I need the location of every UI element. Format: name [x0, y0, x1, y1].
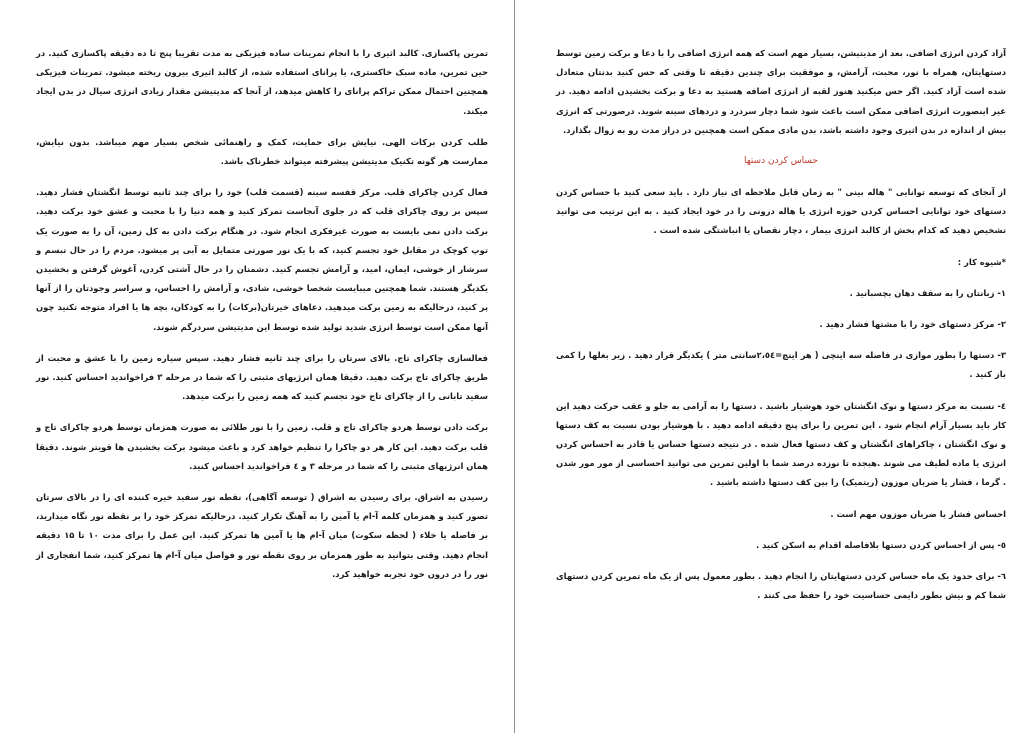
step-4: ٤- نسبت به مرکز دستها و نوک انگشتان خود هوشیار باشید . دستها را به آرامی به جلو و عقب حرکت دهید این کار باید بسیار آرام انجام شود . این تمرین را برای پنج دقیقه ادامه دهید . با هوشیار بودن نسبت به کف دستها و نوک انگشتان ، چاکراهای انگشتان و کف دستها فعال شده . در نتیجه دستها حساس یا قادر به احساس کردن انرژی یا ماده لطیف می شوند .هیجده تا نوزده درصد شما با اولین تمرین می توانید احساسی از مور مور شدن . گرما ، فشار یا ضربان موزون (ریتمیک) را بین کف دستها داشته باشید .: [556, 400, 1006, 488]
paragraph-cleansing: تمرین پاکسازی. کالبد اثیری را با انجام تمرینات ساده فیزیکی به مدت تقریبا پنج تا ده دقیقه پاکسازی کنید. در حین تمرین، ماده سبک خاکستری، یا پرانای استفاده شده، از کالبد اثیری بیرون ریخته میشود. تمرینات فیزیکی همچنین احتمال ممکن تراکم پرانای را کاهش میدهد، از آنجا که مدیتیشن مقدار زیادی انرژی سیال در بدن ایجاد میکند.: [36, 48, 488, 116]
paragraph-crown-chakra: فعالسازی چاکرای تاج. بالای سرتان را برای چند ثانیه فشار دهید. سپس سیاره زمین را با عشق و محبت از طریق چاکرای تاج برکت دهید. دقیقا همان انرژیهای مثبتی را که شما در مرحله ۳ فراخواندید احساس کنید. نور سفید تابانی را از چاکرای تاج خود تجسم کنید که همه زمین را برکت میدهد.: [36, 352, 488, 402]
paragraph-illumination: رسیدن به اشراق. برای رسیدن به اشراق ( توسعه آگاهی)، نقطه نور سفید خیره کننده ای را در بالای سرتان تصور کنید و همزمان کلمه آ-ام یا آمین را به آهنگ تکرار کنید. درحالیکه تمرکز خود را بر نقطه نور نگاه میدارید، بر فاصله یا خلاء ( لحظه سکوت) میان آ-ام ها یا آمین ها تمرکز کنید. این عمل را برای مدت ۱۰ تا ۱۵ دقیقه انجام دهید. وقتی بتوانید به طور همزمان بر روی نقطه نور و فواصل میان آ-ام ها تمرکز کنید، شما انفجاری از نور را در درون خود تجربه خواهید کرد.: [36, 492, 489, 579]
method-label: *شیوه کار :: [957, 256, 1006, 267]
paragraph-divine-blessing: طلب کردن برکات الهی. نیایش برای حمایت، کمک و راهنمائی شخص بسیار مهم میباشد. بدون نیایش، ممارست هر گونه تکنیک مدیتیشن پیشرفته میتواند خطرناک باشد.: [36, 136, 488, 167]
right-page: [520, 0, 1036, 733]
paragraph-hand-sensitizing-intro: از آنجای که توسعه توانایی " هاله بینی " به زمان قابل ملاحظه ای نیاز دارد . باید سعی کنید با حساس کردن دستهای خود توانایی احساس کردن حوزه انرژی یا هاله درونی را در خود ایجاد کنید . به این ترتیب می توانید تشخیص دهید که کدام بخش از کالبد انرژی بیمار ، دچار نقصان یا انباشتگی شده است .: [556, 187, 1006, 236]
pressure-note: احساس فشار یا ضربان موزون مهم است .: [830, 508, 1006, 519]
step-1: ١- زبانتان را به سقف دهان بچسبانید .: [849, 287, 1006, 298]
step-5: ٥- پس از احساس کردن دستها بلافاصله اقدام به اسکن کنید .: [755, 539, 1006, 550]
step-6: ٦- برای حدود یک ماه حساس کردن دستهایتان را انجام دهید . بطور معمول پس از یک ماه تمرین کردن دستهای شما کم و بیش بطور دایمی حساسیت خود را حفظ می کنند .: [556, 571, 1006, 601]
step-3: ٣- دستها را بطور موازی در فاصله سه اینچی ( هر اینچ=٢،٥٤سانتی متر ) یکدیگر قرار دهید . زیر بغلها را کمی باز کنید .: [556, 350, 1006, 380]
step-2: ٢- مرکز دستهای خود را با مشتها فشار دهید .: [819, 319, 1006, 330]
paragraph-release-energy: آزاد کردن انرژی اضافی. بعد از مدیتیشن، بسیار مهم است که همه انرژی اضافی را با دعا و برکت زمین توسط دستهایتان، همراه با نور، محبت، آرامش، و موفقیت برای چندین دقیقه تا وقتی که حس کنید بدنتان متعادل شده است آزاد کنید. اگر حس میکنید هنوز لقبه از انرژی اضافه هستید به دعا و برکت بخشیدن ادامه دهید. در غیر اینصورت انرژی اضافی ممکن است باعث شود شما دچار سردرد و دردهای سینه شوید. درصورتی که انرژی بیش از اندازه در بدن اثیری وجود داشته باشد، بدن مادی ممکن است همچنین در دراز مدت رو به زوال بگذارد.: [556, 48, 1006, 135]
left-page: [0, 0, 516, 733]
paragraph-crown-and-heart: برکت دادن توسط هردو چاکرای تاج و قلب. زمین را با نور طلائی به صورت همزمان توسط هردو چاکرای تاج و قلب برکت دهید. این کار هر دو چاکرا را تنظیم خواهد کرد و باعث میشود برکت بخشیدن ها قویتر شوند. دقیقا همان انرژیهای مثبتی را که شما در مرحله ۳ و ٤ فراخواندید احساس کنید.: [36, 422, 488, 471]
paragraph-heart-chakra: فعال کردن چاکرای قلب. مرکز قفسه سینه (قسمت قلب) خود را برای چند ثانیه توسط انگشتان فشار دهید. سپس بر روی چاکرای قلب که در جلوی آنجاست تمرکز کنید و همه دنیا را با محبت و عشق خود برکت دهید. برکت دادن نمی بایست به صورت غیرفکری انجام شود. در هنگام برکت دادن به کل زمین، آن را به صورت یک توپ کوچک در مقابل خود تجسم کنید، که با یک نور صورتی متمایل به آبی پر میشود. مردم را در حال تبسم و سرشار از خوشی، ایمان، امید، و آرامش تجسم کنید. دشمنان را در حال آشتی کردن، آغوش گرفتن و بخشیدن یکدیگر هستند. شما همچنین میبایست شخصا خوشی، شادی، و آرامش را احساس، و سراسر وجودتان را از آنها پر کنید، درحالیکه به زمین برکت میدهید. دعاهای خیرتان(برکات) را به کودکان، بچه ها یا افراد متوجه تکنید چون آنها ممکن است توسط انرژی شدید تولید شده توسط این مدیتیشن سردرگم شوند.: [36, 187, 488, 332]
section-heading: حساس کردن دستها: [743, 156, 819, 167]
